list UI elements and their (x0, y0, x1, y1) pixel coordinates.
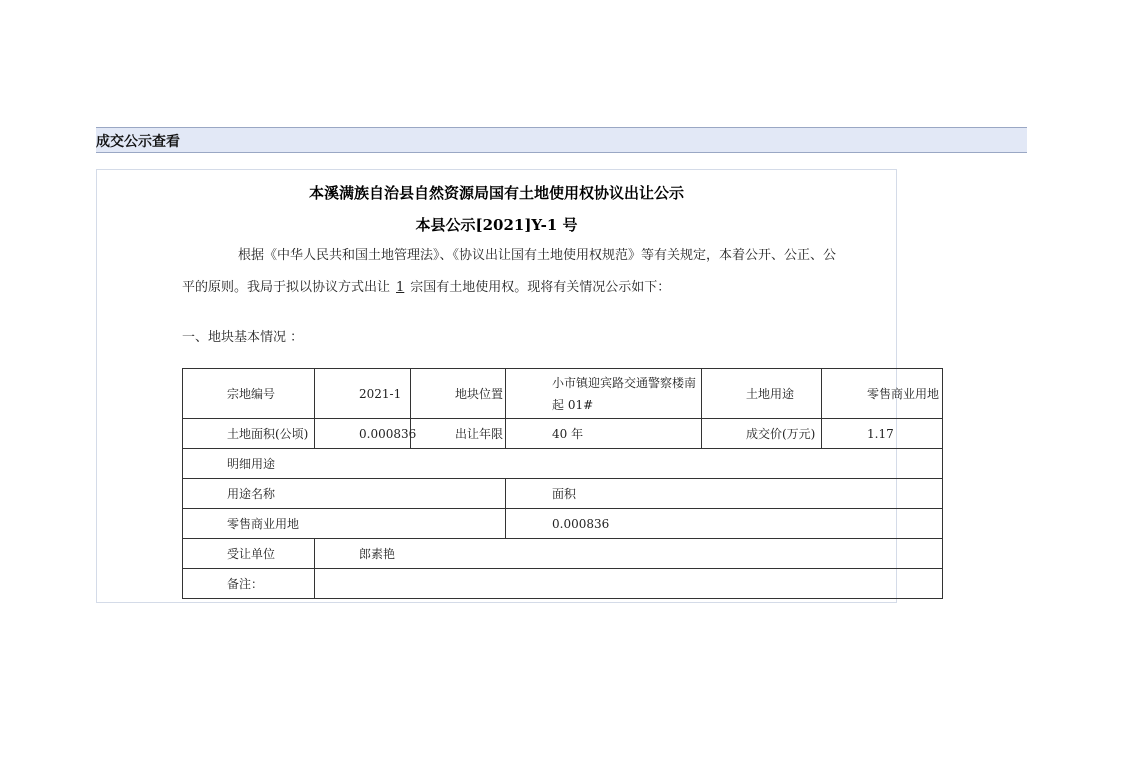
parcel-table (182, 368, 943, 599)
detail-use-name: 零售商业用地 (183, 509, 506, 539)
table-row (183, 419, 943, 449)
detail-use-area: 0.000836 (506, 509, 943, 539)
table-row (183, 539, 943, 569)
area-label: 土地面积(公顷) (183, 419, 315, 449)
intro-text-2a: 平的原则。我局于拟以协议方式出让 (182, 280, 391, 295)
parcel-id-value: 2021-1 (315, 369, 411, 419)
table-row (183, 449, 943, 479)
price-label: 成交价(万元) (702, 419, 822, 449)
detail-name-header: 用途名称 (183, 479, 506, 509)
table-row (183, 479, 943, 509)
section-title: 成交公示查看 (96, 134, 180, 150)
intro-text-1: 根据《中华人民共和国土地管理法》、《协议出让国有土地使用权规范》等有关规定，本着公开、公正、公 (238, 248, 837, 263)
area-value: 0.000836 (315, 419, 411, 449)
intro-line-1 (238, 244, 836, 263)
intro-text-2b: 宗国有土地使用权。现将有关情况公示如下： (410, 280, 671, 295)
land-use-value: 零售商业用地 (822, 369, 943, 419)
term-label: 出让年限 (411, 419, 506, 449)
table-row (183, 569, 943, 599)
location-value: 小市镇迎宾路交通警察楼南起 01# (506, 369, 702, 419)
section-header-bar (96, 127, 1027, 153)
section1-heading: 一、地块基本情况 ： (182, 330, 304, 345)
table-row (183, 509, 943, 539)
notice-number: 本县公示[2021]Y-1 号 (415, 216, 578, 234)
detail-area-header: 面积 (506, 479, 943, 509)
location-label: 地块位置 (411, 369, 506, 419)
remark-label: 备注： (183, 569, 315, 599)
notice-frame (96, 169, 940, 603)
price-value: 1.17 (822, 419, 943, 449)
intro-line-2 (182, 276, 670, 295)
land-use-label: 土地用途 (702, 369, 822, 419)
table-row (183, 369, 943, 419)
detail-use-label: 明细用途 (183, 449, 943, 479)
remark-value (315, 569, 943, 599)
term-value: 40 年 (506, 419, 702, 449)
parcel-count: 1 (396, 280, 405, 295)
assignee-value: 郎素艳 (315, 539, 943, 569)
parcel-id-label: 宗地编号 (183, 369, 315, 419)
assignee-label: 受让单位 (183, 539, 315, 569)
notice-title: 本溪满族自治县自然资源局国有土地使用权协议出让公示 (308, 184, 684, 202)
